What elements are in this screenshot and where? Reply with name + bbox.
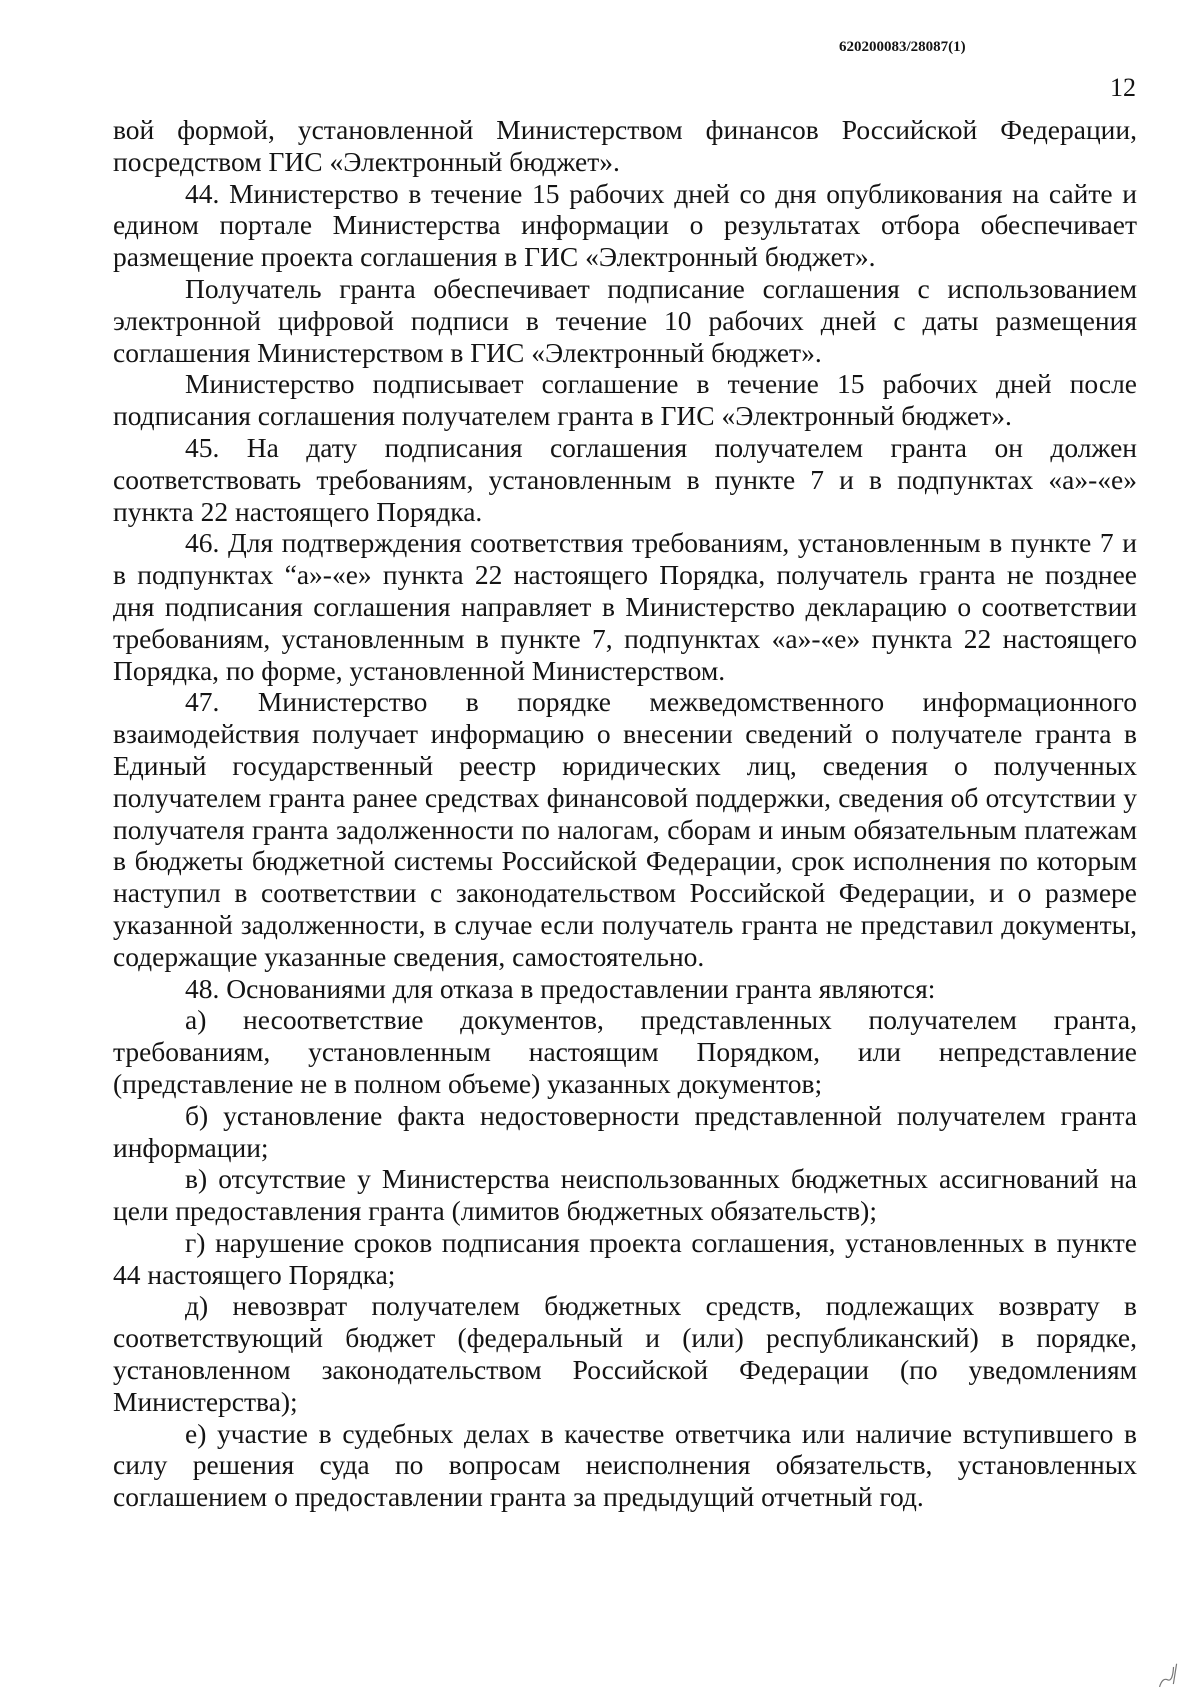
paragraph-44: 44. Министерство в течение 15 рабочих дней со дня опубликования на сайте и едином портале Министерства информации о результатах отбора обеспечивает размещение проекта соглашения в ГИС «Электронный бюджет». — [113, 177, 1137, 273]
document-body — [113, 114, 1137, 1513]
paragraph-46: 46. Для подтверждения соответствия требованиям, установленным в пункте 7 и в подпунктах “а»-«е» пункта 22 настоящего Порядка, получатель гранта не позднее дня подписания соглашения направляет в Министерство декларацию о соответствии требованиям, установленным в пункте 7, подпунктах «а»-«е» пункта 22 настоящего Порядка, по форме, установленной Министерством. — [113, 527, 1137, 686]
paragraph-48-e: е) участие в судебных делах в качестве ответчика или наличие вступившего в силу решения суда по вопросам неисполнения обязательств, установленных соглашением о предоставлении гранта за предыдущий отчетный год. — [113, 1417, 1137, 1513]
paragraph-48-a: а) несоответствие документов, представленных получателем гранта, требованиям, установленным настоящим Порядком, или непредставление (представление не в полном объеме) указанных документов; — [113, 1004, 1137, 1099]
paragraph-47: 47. Министерство в порядке межведомственного информационного взаимодействия получает информацию о внесении сведений о получателе гранта в Единый государственный реестр юридических лиц, сведения о полученных получателем гранта ранее средствах финансовой поддержки, сведения об отсутствии у получателя гранта задолженности по налогам, сборам и иным обязательным платежам в бюджеты бюджетной системы Российской Федерации, срок исполнения по которым наступил в соответствии с законодательством Российской Федерации, и о размере указанной задолженности, в случае если получатель гранта не представил документы, содержащие указанные сведения, самостоятельно. — [113, 686, 1137, 972]
page-number: 12 — [1110, 73, 1136, 102]
paragraph-45: 45. На дату подписания соглашения получателем гранта он должен соответствовать требованиям, установленным в пункте 7 и в подпунктах «а»-«е» пункта 22 настоящего Порядка. — [113, 431, 1137, 527]
paragraph-48-g: г) нарушение сроков подписания проекта соглашения, установленных в пункте 44 настоящего Порядка; — [113, 1226, 1137, 1290]
paragraph-48-d: д) невозврат получателем бюджетных средств, подлежащих возврату в соответствующий бюджет (федеральный и (или) республиканский) в порядке, установленном законодательством Российской Федерации (по уведомлениям Министерства); — [113, 1290, 1137, 1417]
paragraph-continuation: вой формой, установленной Министерством финансов Российской Федерации, посредством ГИС «Электронный бюджет». — [113, 114, 1137, 177]
paragraph-44-ministry-signing: Министерство подписывает соглашение в течение 15 рабочих дней после подписания соглашения получателем гранта в ГИС «Электронный бюджет». — [113, 368, 1137, 432]
paragraph-44-signing: Получатель гранта обеспечивает подписание соглашения с использованием электронной цифровой подписи в течение 10 рабочих дней с даты размещения соглашения Министерством в ГИС «Электронный бюджет». — [113, 272, 1137, 368]
corner-pen-mark — [1151, 1659, 1187, 1692]
paragraph-48: 48. Основаниями для отказа в предоставлении гранта являются: — [185, 972, 936, 1004]
paragraph-48-b: б) установление факта недостоверности представленной получателем гранта информации; — [113, 1099, 1137, 1163]
paragraph-48-v: в) отсутствие у Министерства неиспользованных бюджетных ассигнований на цели предоставления гранта (лимитов бюджетных обязательств); — [113, 1163, 1137, 1227]
document-id: 620200083/28087(1) — [839, 39, 966, 55]
